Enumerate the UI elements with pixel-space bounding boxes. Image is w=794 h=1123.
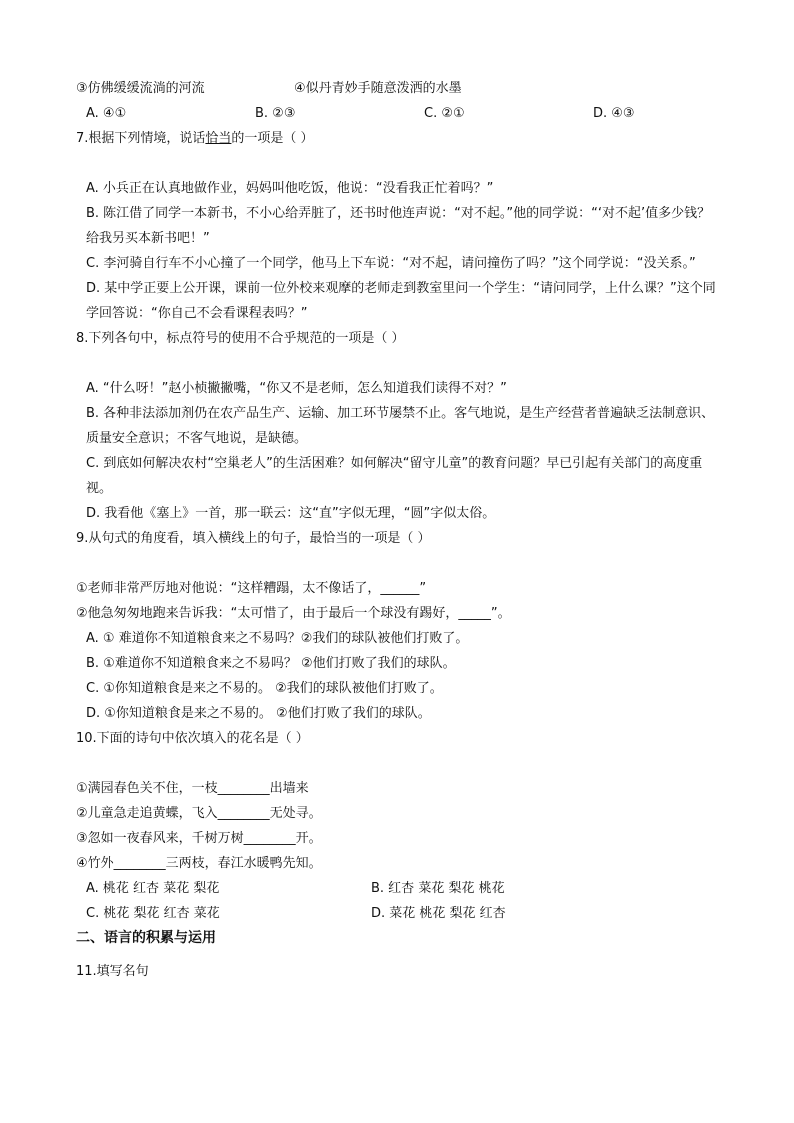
q7-option-b: B. 陈江借了同学一本新书，不小心给弄脏了，还书时他连声说：“对不起。”他的同学说：“‘对不起’值多少钱？给我另买本新书吧！” — [86, 206, 711, 246]
q7-option-d: D. 某中学正要上公开课，课前一位外校来观摩的老师走到教室里问一个学生：“请问同学，上什么课？”这个同学回答说：“你自己不会看课程表吗？” — [86, 281, 716, 321]
q10-line-1: ①满园春色关不住，一枝________出墙来 — [76, 781, 309, 796]
option-c: C. ②① — [424, 106, 465, 121]
q9-sentence-2: ②他急匆匆地跑来告诉我：“太可惜了，由于最后一个球没有踢好，_____”。 — [76, 606, 511, 621]
q7-option-a: A. 小兵正在认真地做作业，妈妈叫他吃饭，他说：“没看我正忙着吗？” — [86, 181, 494, 196]
option-d: D. ④③ — [593, 106, 635, 121]
option-b: B. ②③ — [255, 106, 296, 121]
document-page — [76, 76, 720, 984]
q7-option-c: C. 李河骑自行车不小心撞了一个同学，他马上下车说：“对不起，请问撞伤了吗？”这个同学说：“没关系。” — [86, 256, 696, 271]
q10-options-row-1 — [76, 876, 720, 901]
q10-options-row-2 — [76, 901, 720, 926]
q10-line-4: ④竹外________三两枝，春江水暖鸭先知。 — [76, 856, 322, 871]
top-item-3: ③仿佛缓缓流淌的河流 — [76, 81, 205, 96]
q9-option-a: A. ① 难道你不知道粮食来之不易吗？②我们的球队被他们打败了。 — [86, 631, 469, 646]
q9-option-d: D. ①你知道粮食是来之不易的。 ②他们打败了我们的球队。 — [86, 706, 431, 721]
q8-stem: 8.下列各句中，标点符号的使用不合乎规范的一项是（ ） — [76, 331, 405, 346]
q9-sentence-1: ①老师非常严厉地对他说：“这样糟蹋，太不像话了，______” — [76, 581, 427, 596]
top-options — [76, 101, 720, 126]
q10-line-2: ②儿童急走追黄蝶，飞入________无处寻。 — [76, 806, 322, 821]
q9-option-c: C. ①你知道粮食是来之不易的。 ②我们的球队被他们打败了。 — [86, 681, 443, 696]
q10-stem: 10.下面的诗句中依次填入的花名是（ ） — [76, 731, 309, 746]
q8-option-c: C. 到底如何解决农村“空巢老人”的生活困难？如何解决“留守儿童”的教育问题？早已引起有关部门的高度重视。 — [86, 456, 703, 496]
q7-underlined-word: 恰当 — [205, 131, 232, 146]
q8-option-b: B. 各种非法添加剂仍在农产品生产、运输、加工环节屡禁不止。客气地说，是生产经营者普遍缺乏法制意识、质量安全意识；不客气地说，是缺德。 — [86, 406, 715, 446]
q10-option-b: B. 红杏 菜花 梨花 桃花 — [371, 881, 505, 896]
section-heading: 二、语言的积累与运用 — [76, 930, 216, 946]
q10-option-d: D. 菜花 桃花 梨花 红杏 — [371, 906, 506, 921]
q10-option-c: C. 桃花 梨花 红杏 菜花 — [86, 906, 220, 921]
q8-option-a: A. “什么呀！”赵小桢撇撇嘴，“你又不是老师，怎么知道我们读得不对？” — [86, 381, 507, 396]
q10-option-a: A. 桃花 红杏 菜花 梨花 — [86, 881, 220, 896]
q10-line-3: ③忽如一夜春风来，千树万树________开。 — [76, 831, 322, 846]
q9-option-b: B. ①难道你不知道粮食来之不易吗？ ②他们打败了我们的球队。 — [86, 656, 456, 671]
option-a: A. ④① — [86, 106, 127, 121]
q7-stem: 7.根据下列情境，说话恰当的一项是（ ） — [76, 131, 314, 146]
q8-option-d: D. 我看他《塞上》一首，那一联云：这“直”字似无理，“圆”字似太俗。 — [86, 506, 496, 521]
q11-stem: 11.填写名句 — [76, 964, 149, 979]
q9-stem: 9.从句式的角度看，填入横线上的句子，最恰当的一项是（ ） — [76, 531, 431, 546]
top-line-1 — [76, 76, 720, 101]
top-item-4: ④似丹青妙手随意泼洒的水墨 — [294, 81, 462, 96]
